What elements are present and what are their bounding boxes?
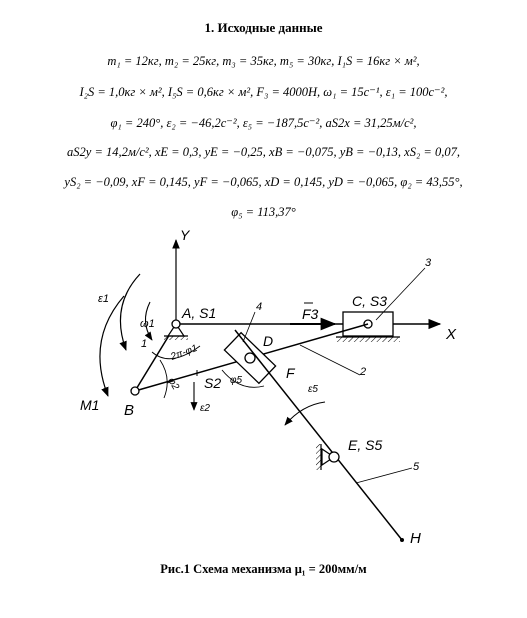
label-b: B bbox=[124, 402, 135, 419]
phi2-arc bbox=[160, 360, 167, 398]
data-line-6: φ₅ = 113,37° bbox=[231, 205, 296, 219]
force-f3-label: F3 bbox=[302, 306, 319, 322]
eps1-arc bbox=[120, 274, 140, 350]
label-h: H bbox=[410, 530, 421, 547]
label-5: 5 bbox=[413, 461, 420, 473]
label-a: A, S1 bbox=[182, 305, 217, 321]
leader-4 bbox=[243, 312, 255, 342]
support-a-hatch bbox=[164, 336, 188, 340]
data-line-4: aS2y = 14,2м/с², xE = 0,3, yE = −0,25, xB = −0,075, yB = −0,13, xS₂ = 0,07, bbox=[67, 145, 460, 159]
label-4: 4 bbox=[256, 301, 263, 313]
label-d: D bbox=[263, 333, 274, 349]
label-3: 3 bbox=[425, 257, 432, 269]
label-phi5: φ5 bbox=[230, 375, 243, 386]
label-omega1: ω1 bbox=[140, 318, 155, 330]
joint-e bbox=[329, 452, 339, 462]
slider-3-ground-hatch bbox=[336, 337, 400, 342]
label-eps1: ε1 bbox=[98, 293, 109, 305]
joint-b bbox=[131, 387, 139, 395]
leader-2 bbox=[300, 345, 360, 375]
leader-5 bbox=[356, 468, 412, 483]
label-2: 2 bbox=[360, 366, 367, 378]
x-axis-label: X bbox=[446, 326, 457, 343]
label-eps5: ε5 bbox=[308, 384, 318, 395]
section-heading: 1. Исходные данные bbox=[204, 20, 323, 35]
label-c: C, S3 bbox=[352, 293, 388, 309]
label-m1: M1 bbox=[80, 397, 100, 413]
joint-a bbox=[172, 320, 180, 328]
label-eps2: ε2 bbox=[200, 403, 210, 414]
data-line-1: m₁ = 12кг, m₂ = 25кг, m₃ = 35кг, m₅ = 30кг, I₁S = 16кг × м², bbox=[107, 54, 420, 68]
data-line-2: I₂S = 1,0кг × м², I₅S = 0,6кг × м², F₃ = 4000Н, ω₁ = 15с⁻¹, ε₁ = 100с⁻², bbox=[79, 85, 448, 99]
joint-d bbox=[245, 353, 255, 363]
label-e: E, S5 bbox=[348, 437, 383, 453]
y-axis-label: Y bbox=[180, 227, 190, 243]
label-f: F bbox=[286, 365, 295, 381]
eps5-arc bbox=[285, 402, 325, 425]
m1-arc bbox=[100, 296, 124, 396]
figure-caption: Рис.1 Схема механизма μ₁ = 200мм/м bbox=[160, 562, 367, 576]
link-5 bbox=[235, 330, 402, 540]
label-s2: S2 bbox=[204, 375, 222, 391]
data-line-3: φ₁ = 240°, ε₂ = −46,2с⁻², ε₅ = −187,5с⁻², aS2x = 31,25м/с², bbox=[110, 116, 417, 130]
point-h bbox=[400, 538, 404, 542]
label-1: 1 bbox=[141, 338, 148, 350]
label-phi1: 2π-φ1 bbox=[169, 343, 200, 363]
data-line-5: yS₂ = −0,09, xF = 0,145, yF = −0,065, xD = 0,145, yD = −0,065, φ₂ = 43,55°, bbox=[64, 175, 463, 189]
label-phi2: φ2 bbox=[165, 376, 181, 392]
support-e-hatch bbox=[316, 444, 321, 470]
